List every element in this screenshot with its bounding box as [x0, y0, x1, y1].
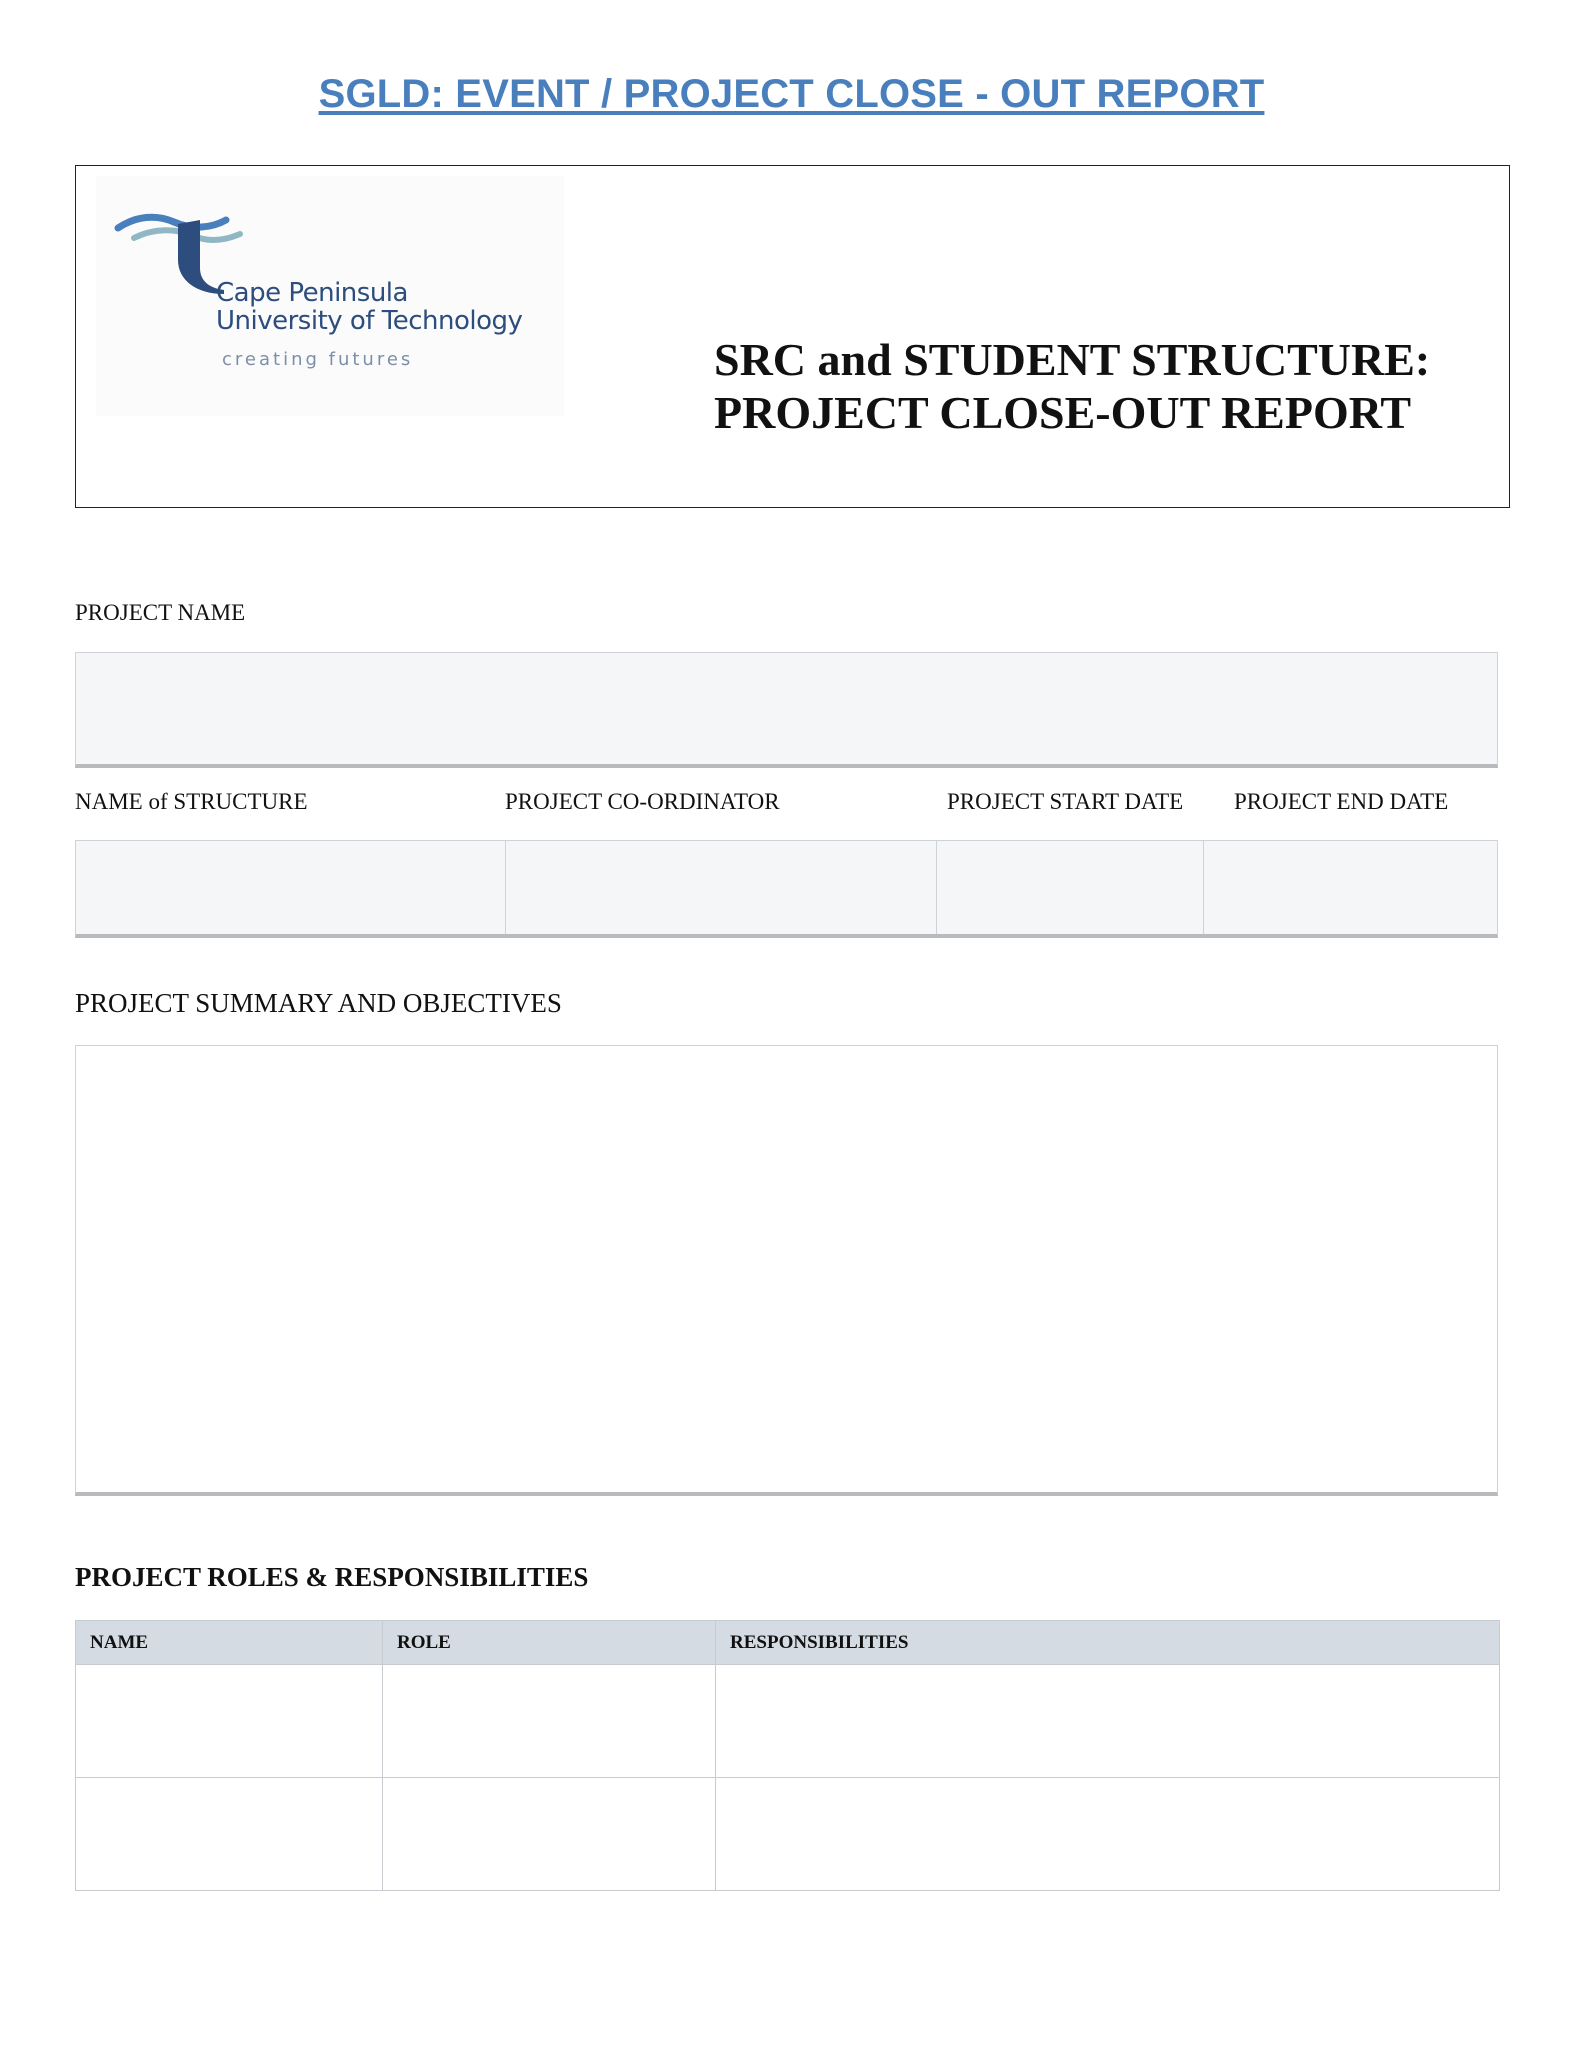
column-header-responsibilities: RESPONSIBILITIES [716, 1621, 1500, 1665]
summary-label: PROJECT SUMMARY AND OBJECTIVES [75, 988, 562, 1018]
report-title [714, 333, 1494, 439]
header-box [75, 165, 1510, 508]
name-cell[interactable] [76, 1778, 383, 1891]
responsibilities-cell[interactable] [716, 1665, 1500, 1778]
logo-tagline: creating futures [222, 349, 414, 370]
project-name-field[interactable] [75, 652, 1498, 768]
logo-name-line2: University of Technology [216, 306, 523, 336]
coordinator-label: PROJECT CO-ORDINATOR [505, 789, 780, 814]
role-cell[interactable] [383, 1665, 716, 1778]
project-name-label: PROJECT NAME [75, 600, 246, 625]
logo-name-line1: Cape Peninsula [216, 278, 408, 308]
column-header-role: ROLE [383, 1621, 716, 1665]
table-row [76, 1665, 1500, 1778]
table-row [76, 1778, 1500, 1891]
start-date-label: PROJECT START DATE [947, 789, 1184, 814]
roles-heading: PROJECT ROLES & RESPONSIBILITIES [75, 1562, 589, 1592]
responsibilities-cell[interactable] [716, 1778, 1500, 1891]
document-title: SGLD: EVENT / PROJECT CLOSE - OUT REPORT [318, 72, 1265, 116]
name-cell[interactable] [76, 1665, 383, 1778]
roles-table [75, 1620, 1500, 1891]
structure-field[interactable] [76, 841, 506, 934]
project-details-row [75, 840, 1498, 938]
end-date-field[interactable] [1204, 841, 1497, 934]
report-title-line2: PROJECT CLOSE-OUT REPORT [714, 387, 1412, 438]
university-logo [96, 176, 564, 416]
column-header-name: NAME [76, 1621, 383, 1665]
coordinator-field[interactable] [506, 841, 936, 934]
role-cell[interactable] [383, 1778, 716, 1891]
start-date-field[interactable] [937, 841, 1205, 934]
report-title-line1: SRC and STUDENT STRUCTURE: [714, 334, 1431, 385]
summary-field[interactable] [75, 1045, 1498, 1496]
roles-header-row [76, 1621, 1500, 1665]
end-date-label: PROJECT END DATE [1234, 789, 1449, 814]
structure-label: NAME of STRUCTURE [75, 789, 308, 814]
